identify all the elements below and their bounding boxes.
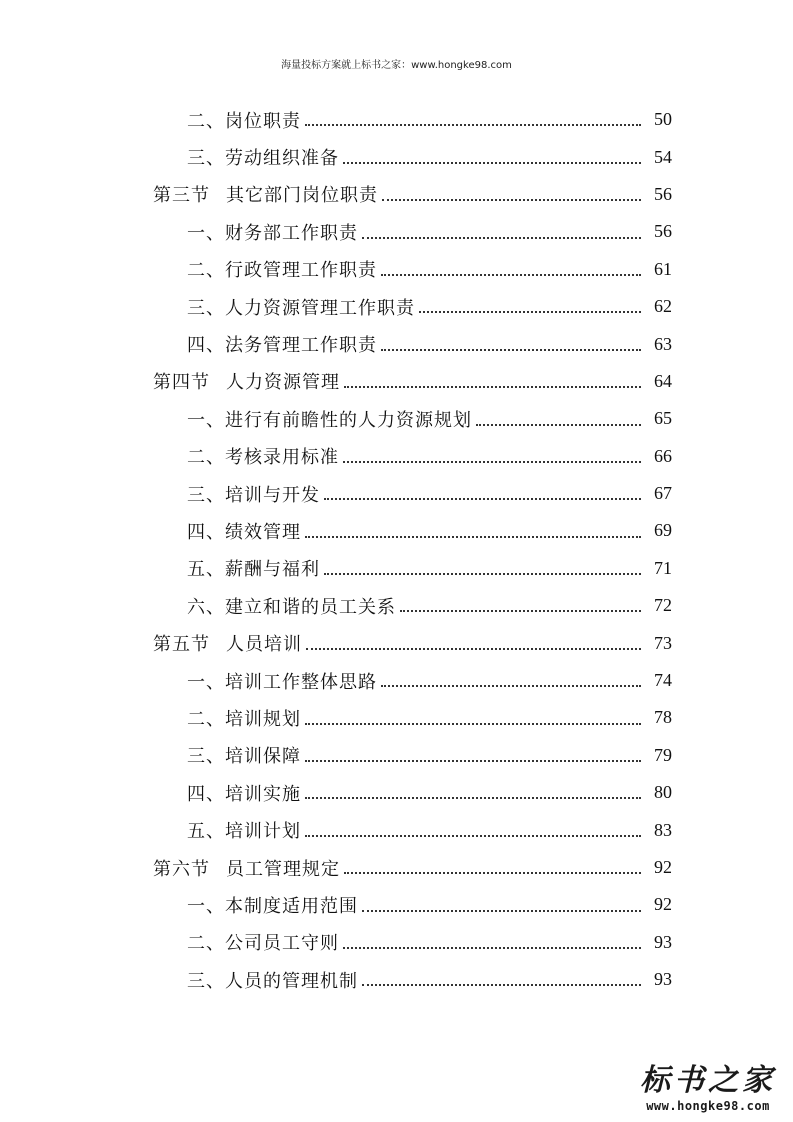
toc-page-number: 66	[654, 445, 672, 466]
toc-entry-title: 二、行政管理工作职责	[187, 260, 377, 282]
toc-leader-dots	[381, 273, 641, 276]
toc-entry[interactable]	[0, 251, 793, 288]
toc-section-number: 第五节	[153, 634, 210, 656]
toc-entry-title: 三、人员的管理机制	[187, 970, 358, 992]
toc-leader-dots	[305, 796, 641, 799]
toc-entry[interactable]	[0, 400, 793, 437]
toc-section-number: 第四节	[153, 372, 210, 394]
toc-page-number: 62	[654, 296, 672, 317]
logo-name: 标书之家	[640, 1063, 776, 1098]
logo-url: www.hongke98.com	[646, 1099, 770, 1113]
toc-leader-dots	[419, 310, 641, 313]
toc-leader-dots	[382, 198, 641, 201]
toc-entry[interactable]	[0, 288, 793, 325]
table-of-contents	[0, 101, 793, 998]
toc-page-number: 73	[654, 632, 672, 653]
toc-page-number: 56	[654, 183, 672, 204]
toc-entry-title: 二、岗位职责	[187, 110, 301, 132]
toc-leader-dots	[476, 423, 641, 426]
toc-entry[interactable]	[0, 662, 793, 699]
toc-entry-title: 三、培训保障	[187, 746, 301, 768]
toc-section-entry[interactable]	[0, 176, 793, 213]
toc-page-number: 61	[654, 258, 672, 279]
toc-page-number: 71	[654, 557, 672, 578]
toc-entry[interactable]	[0, 886, 793, 923]
toc-section-entry[interactable]	[0, 849, 793, 886]
toc-entry-title: 三、人力资源管理工作职责	[187, 297, 415, 319]
toc-leader-dots	[343, 946, 641, 949]
toc-leader-dots	[305, 759, 641, 762]
toc-page-number: 72	[654, 595, 672, 616]
toc-entry[interactable]	[0, 213, 793, 250]
toc-entry[interactable]	[0, 699, 793, 736]
toc-entry-title: 一、进行有前瞻性的人力资源规划	[187, 409, 472, 431]
toc-section-number: 第六节	[153, 858, 210, 880]
toc-entry[interactable]	[0, 587, 793, 624]
toc-entry-title: 其它部门岗位职责	[226, 185, 378, 207]
toc-entry-title: 三、培训与开发	[187, 484, 320, 506]
toc-section-entry[interactable]	[0, 624, 793, 661]
toc-entry[interactable]	[0, 475, 793, 512]
page-header: 海量投标方案就上标书之家：www.hongke98.com	[281, 60, 512, 71]
toc-entry-title: 一、财务部工作职责	[187, 222, 358, 244]
toc-leader-dots	[324, 497, 641, 500]
toc-leader-dots	[344, 385, 641, 388]
toc-leader-dots	[344, 871, 641, 874]
toc-leader-dots	[362, 236, 641, 239]
toc-leader-dots	[381, 684, 641, 687]
toc-page-number: 83	[654, 819, 672, 840]
toc-leader-dots	[324, 572, 641, 575]
toc-leader-dots	[362, 983, 641, 986]
toc-page-number: 69	[654, 520, 672, 541]
site-logo	[628, 1064, 788, 1114]
toc-entry[interactable]	[0, 512, 793, 549]
toc-page-number: 50	[654, 109, 672, 130]
toc-entry[interactable]	[0, 961, 793, 998]
toc-entry-title: 六、建立和谐的员工关系	[187, 596, 396, 618]
toc-leader-dots	[343, 161, 641, 164]
toc-page-number: 56	[654, 221, 672, 242]
toc-entry-title: 一、本制度适用范围	[187, 895, 358, 917]
toc-page-number: 78	[654, 707, 672, 728]
toc-entry[interactable]	[0, 138, 793, 175]
toc-entry[interactable]	[0, 774, 793, 811]
toc-section-entry[interactable]	[0, 363, 793, 400]
toc-entry-title: 三、劳动组织准备	[187, 148, 339, 170]
toc-entry[interactable]	[0, 737, 793, 774]
toc-entry[interactable]	[0, 811, 793, 848]
toc-entry-title: 四、绩效管理	[187, 521, 301, 543]
toc-section-number: 第三节	[153, 185, 210, 207]
toc-leader-dots	[306, 647, 641, 650]
toc-entry-title: 员工管理规定	[226, 858, 340, 880]
toc-page-number: 63	[654, 333, 672, 354]
toc-leader-dots	[381, 348, 641, 351]
toc-page-number: 65	[654, 408, 672, 429]
toc-entry[interactable]	[0, 325, 793, 362]
toc-leader-dots	[400, 609, 641, 612]
toc-page-number: 54	[654, 146, 672, 167]
toc-entry-title: 二、培训规划	[187, 708, 301, 730]
toc-entry[interactable]	[0, 550, 793, 587]
toc-leader-dots	[305, 123, 641, 126]
toc-entry-title: 一、培训工作整体思路	[187, 671, 377, 693]
toc-page-number: 93	[654, 931, 672, 952]
toc-leader-dots	[305, 834, 641, 837]
toc-entry-title: 二、公司员工守则	[187, 933, 339, 955]
toc-page-number: 92	[654, 857, 672, 877]
toc-entry-title: 四、培训实施	[187, 783, 301, 805]
toc-entry[interactable]	[0, 924, 793, 961]
toc-page-number: 67	[654, 483, 672, 504]
toc-entry-title: 人员培训	[226, 634, 302, 656]
toc-entry-title: 五、薪酬与福利	[187, 559, 320, 581]
toc-entry[interactable]	[0, 101, 793, 138]
toc-page-number: 92	[654, 894, 672, 915]
toc-leader-dots	[305, 722, 641, 725]
toc-leader-dots	[305, 535, 641, 538]
toc-entry-title: 四、法务管理工作职责	[187, 335, 377, 357]
toc-entry[interactable]	[0, 438, 793, 475]
toc-entry-title: 五、培训计划	[187, 821, 301, 843]
toc-page-number: 80	[654, 782, 672, 803]
toc-leader-dots	[343, 460, 641, 463]
toc-page-number: 74	[654, 670, 672, 691]
toc-leader-dots	[362, 909, 641, 912]
toc-entry-title: 人力资源管理	[226, 372, 340, 394]
toc-page-number: 79	[654, 744, 672, 765]
toc-page-number: 64	[654, 370, 672, 391]
toc-entry-title: 二、考核录用标准	[187, 447, 339, 469]
toc-page-number: 93	[654, 969, 672, 990]
